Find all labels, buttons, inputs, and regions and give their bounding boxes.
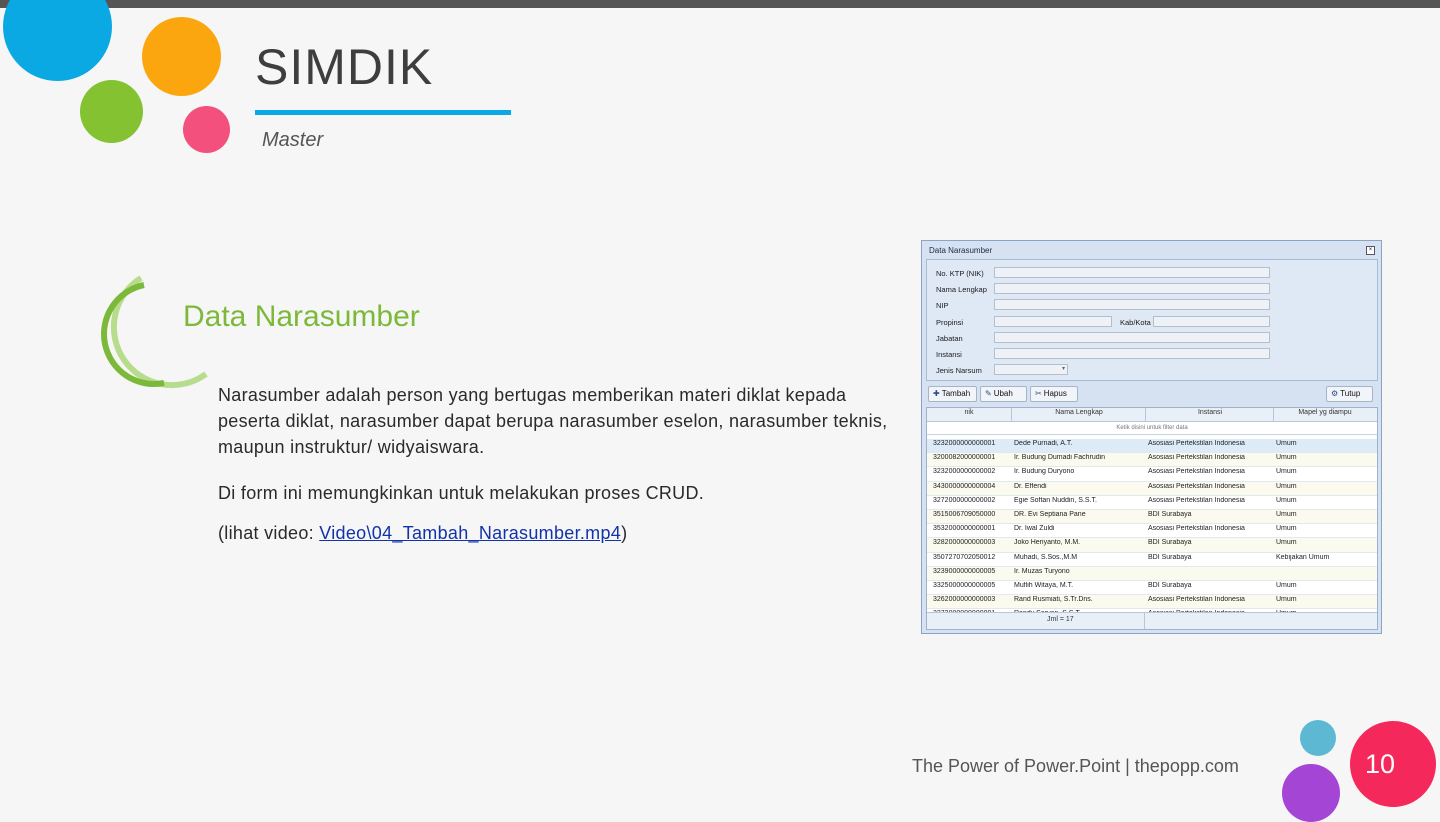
table-row[interactable] [927, 581, 1377, 595]
column-separator [1011, 408, 1012, 421]
column-header-instansi[interactable]: Instansi [1197, 409, 1223, 416]
table-cell-nama: Ir. Muzas Turyono [1014, 567, 1070, 575]
table-cell-mapel: Umum [1276, 581, 1297, 589]
slide-subtitle: Master [262, 129, 324, 151]
table-cell-instansi: Asosiasi Pertekstilan Indonesia [1148, 482, 1245, 490]
column-separator [1145, 408, 1146, 421]
gear-icon: ⚙ [1331, 389, 1339, 398]
hapus-label: Hapus [1043, 389, 1067, 398]
table-cell-instansi: Asosiasi Pertekstilan Indonesia [1148, 454, 1245, 462]
tutup-button[interactable] [1326, 386, 1373, 402]
table-cell-nik: 3282000000000003 [933, 539, 996, 547]
table-cell-mapel: Umum [1276, 482, 1297, 490]
table-header [927, 408, 1377, 422]
table-cell-mapel: Umum [1276, 440, 1297, 447]
top-bar [0, 0, 1440, 8]
table-cell-nik: 3325000000000005 [933, 581, 996, 589]
tambah-button[interactable] [928, 386, 977, 402]
table-cell-nik: 3272000000000002 [933, 496, 996, 504]
table-row[interactable] [927, 567, 1377, 581]
nik-label: No. KTP (NIK) [936, 269, 984, 278]
table-cell-nama: Muflih Witaya, M.T. [1014, 581, 1074, 589]
row-count: Jml = 17 [1047, 616, 1074, 623]
table-cell-mapel: Umum [1276, 496, 1297, 504]
kab-kota-input[interactable] [1153, 316, 1270, 327]
table-row[interactable] [927, 553, 1377, 567]
page-number: 10 [1364, 749, 1396, 779]
decor-circle-green [80, 80, 143, 143]
chevron-down-icon: ▾ [1061, 366, 1065, 372]
window-title: Data Narasumber [929, 246, 993, 255]
table-row[interactable] [927, 439, 1377, 453]
close-icon[interactable]: × [1366, 246, 1375, 255]
table-cell-instansi: Asosiasi Pertekstilan Indonesia [1148, 468, 1245, 476]
kab-kota-label: Kab/Kota [1120, 318, 1151, 327]
table-cell-nik: 3232000000000001 [933, 440, 996, 447]
table-body [927, 439, 1377, 623]
nip-label: NIP [936, 301, 949, 310]
column-header-nama[interactable]: Nama Lengkap [1055, 409, 1103, 416]
narasumber-window [921, 240, 1382, 634]
video-link[interactable]: Video\04_Tambah_Narasumber.mp4 [319, 523, 622, 543]
nik-input[interactable] [994, 267, 1270, 278]
provinsi-label: Propinsi [936, 318, 964, 327]
footer-text: The Power of Power.Point | thepopp.com [912, 756, 1239, 776]
instansi-input[interactable] [994, 348, 1270, 359]
table-cell-nik: 3430000000000004 [933, 482, 996, 490]
nama-input[interactable] [994, 283, 1270, 294]
provinsi-input[interactable] [994, 316, 1112, 327]
table-row[interactable] [927, 538, 1377, 552]
table-cell-mapel: Umum [1276, 525, 1297, 533]
decor-circle-pink [183, 106, 230, 153]
column-header-mapel[interactable]: Mapel yg diampu [1298, 409, 1352, 416]
plus-icon: ✚ [933, 389, 940, 398]
table-cell-nama: Dede Purnadi, A.T. [1014, 440, 1073, 447]
slide-title: SIMDIK [255, 39, 434, 95]
table-cell-nama: Ir. Budung Dumadi Fachrudin [1014, 454, 1106, 462]
column-separator [1273, 408, 1274, 421]
table-cell-instansi: BDI Surabaya [1148, 510, 1192, 518]
table-cell-nik: 3239000000000005 [933, 567, 996, 575]
table-cell-mapel: Umum [1276, 454, 1297, 462]
table-cell-mapel: Umum [1276, 510, 1297, 518]
form-panel [926, 259, 1378, 381]
table-row[interactable] [927, 496, 1377, 510]
table-cell-mapel: Umum [1276, 596, 1297, 604]
table-cell-instansi: Asosiasi Pertekstilan Indonesia [1148, 496, 1245, 504]
table-cell-instansi: BDI Surabaya [1148, 581, 1192, 589]
decor-circle-cyan [1300, 720, 1336, 756]
table-row[interactable] [927, 524, 1377, 538]
column-separator [1144, 613, 1145, 629]
table-row[interactable] [927, 510, 1377, 524]
tutup-label: Tutup [1340, 389, 1361, 398]
video-prefix: (lihat video: [218, 523, 320, 543]
table-cell-nik: 3232000000000002 [933, 468, 996, 476]
column-header-nik[interactable]: nik [964, 409, 974, 416]
crud-paragraph: Di form ini memungkinkan untuk melakukan proses CRUD. [218, 483, 705, 503]
table-cell-nama: Muhadi, S.Sos.,M.M [1014, 553, 1078, 561]
table-cell-nik: 3515006709050000 [933, 510, 996, 518]
table-row[interactable] [927, 595, 1377, 609]
jabatan-label: Jabatan [936, 334, 963, 343]
table-cell-instansi: Asosiasi Pertekstilan Indonesia [1148, 525, 1245, 533]
tambah-label: Tambah [941, 389, 971, 398]
arc-decoration [86, 270, 216, 400]
decor-circle-purple [1282, 764, 1340, 822]
nama-label: Nama Lengkap [936, 285, 987, 294]
decor-circle-blue [3, 0, 112, 81]
delete-icon: ✂ [1035, 389, 1042, 398]
table-cell-nama: Rand Rusmiati, S.Tr.Dns. [1014, 596, 1093, 604]
ubah-label: Ubah [993, 389, 1013, 398]
section-heading: Data Narasumber [183, 300, 420, 333]
table-cell-mapel: Umum [1276, 539, 1297, 547]
table-cell-instansi: BDI Surabaya [1148, 553, 1192, 561]
table-cell-nama: Dr. Effendi [1014, 482, 1047, 490]
video-paragraph [218, 520, 908, 546]
decor-circle-orange [142, 17, 221, 96]
table-cell-instansi: BDI Surabaya [1148, 539, 1192, 547]
table-cell-nama: Ir. Budung Duryono [1014, 468, 1075, 476]
table-cell-mapel: Kebijakan Umum [1276, 553, 1330, 561]
jenis-label: Jenis Narsum [936, 366, 982, 375]
nip-input[interactable] [994, 299, 1270, 310]
table-cell-nama: Egie Softan Nuddin, S.S.T. [1014, 496, 1097, 504]
table-cell-nik: 3507270702050012 [933, 553, 996, 561]
title-underline [255, 110, 511, 115]
table-cell-nik: 3262000000000003 [933, 596, 996, 604]
table-cell-nama: Dr. Iwal Zuldi [1014, 525, 1055, 533]
jabatan-input[interactable] [994, 332, 1270, 343]
toolbar [926, 384, 1378, 406]
table-row[interactable] [927, 453, 1377, 467]
jenis-select[interactable] [994, 364, 1068, 375]
table-cell-instansi: Asosiasi Pertekstilan Indonesia [1148, 596, 1245, 604]
description-paragraph: Narasumber adalah person yang bertugas memberikan materi diklat kepada peserta diklat, narasumber dapat berupa narasumber eselon, narasumber teknis, maupun instruktur/ widyaiswara. [218, 385, 888, 457]
edit-icon: ✎ [985, 389, 992, 398]
table-cell-nama: DR. Evi Septiana Pane [1014, 510, 1086, 518]
table-cell-nik: 3200082000000001 [933, 454, 996, 462]
table-footer [927, 612, 1377, 629]
hapus-button[interactable] [1030, 386, 1078, 402]
table-cell-instansi: Asosiasi Pertekstilan Indonesia [1148, 440, 1245, 447]
ubah-button[interactable] [980, 386, 1027, 402]
video-suffix: ) [621, 523, 628, 543]
table-cell-nama: Joko Heriyanto, M.M. [1014, 539, 1081, 547]
narasumber-table [926, 407, 1378, 630]
instansi-label: Instansi [936, 350, 962, 359]
table-row[interactable] [927, 482, 1377, 496]
table-row[interactable] [927, 467, 1377, 481]
table-cell-mapel: Umum [1276, 468, 1297, 476]
table-cell-nik: 3532000000000001 [933, 525, 996, 533]
filter-row[interactable]: Ketik disini untuk filter data [927, 422, 1377, 435]
